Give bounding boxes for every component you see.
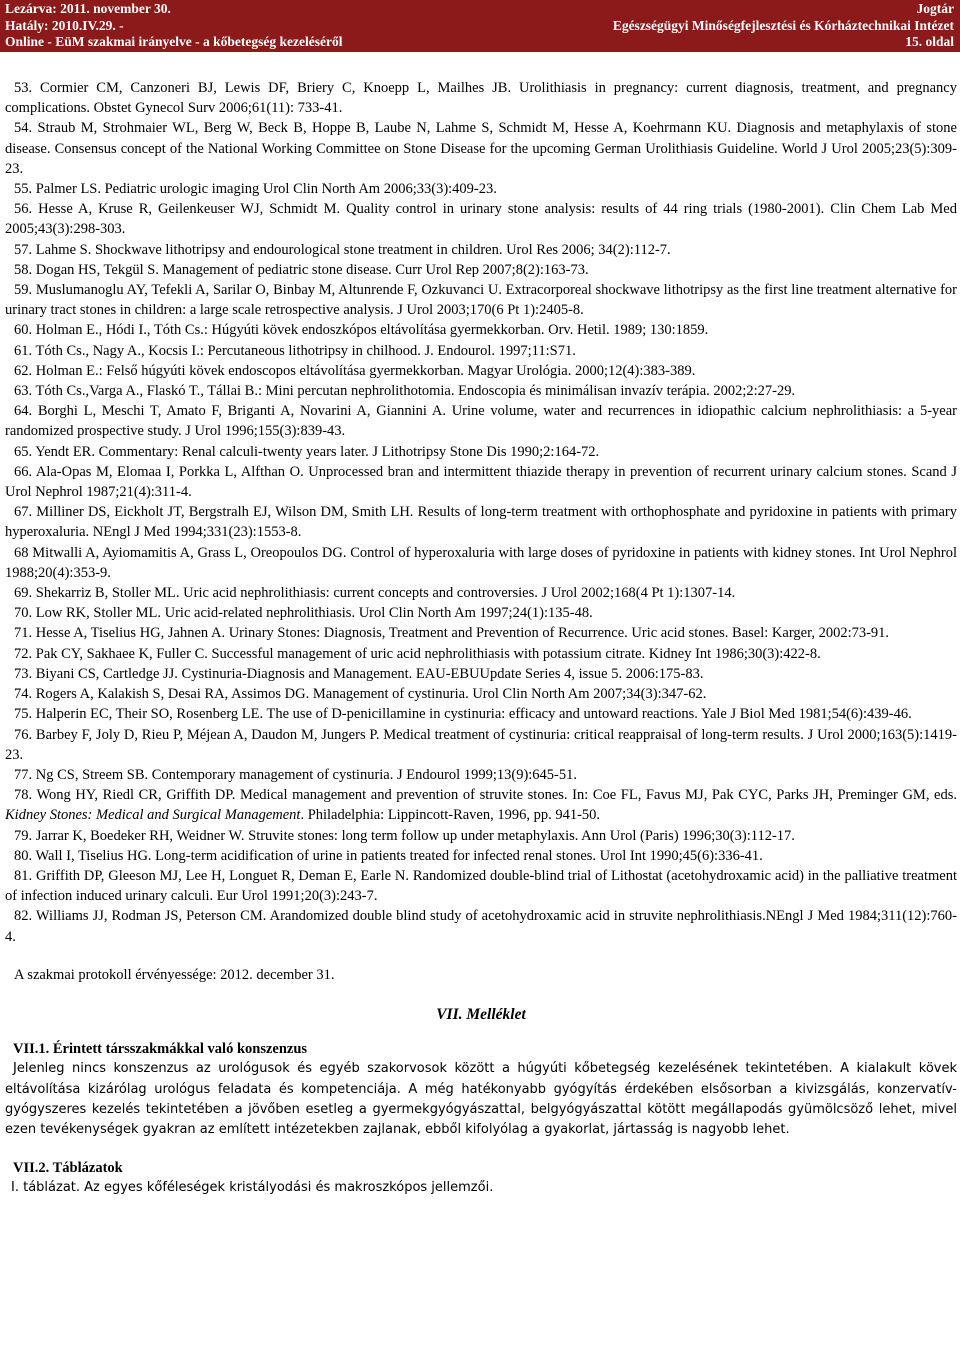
- reference-item: 57. Lahme S. Shockwave lithotripsy and endourological stone treatment in children. Urol Res 2006; 34(2):112-7.: [14, 241, 671, 258]
- reference-item: 53. Cormier CM, Canzoneri BJ, Lewis DF, Briery C, Knoepp L, Mailhes JB. Urolithiasis in pregnancy: current diagnosis, treatment, and pregnancy complications. Obstet Gynecol Surv 2006;61(11): 733-41.: [5, 80, 957, 117]
- reference-item: 71. Hesse A, Tiselius HG, Jahnen A. Urinary Stones: Diagnosis, Treatment and Prevention of Recurrence. Uric acid stones. Basel: Karger, 2002:73-91.: [14, 625, 890, 642]
- reference-item: 69. Shekarriz B, Stoller ML. Uric acid nephrolithiasis: current concepts and controversies. J Urol 2002;168(4 Pt 1):1307-14.: [14, 585, 736, 602]
- reference-item: 65. Yendt ER. Commentary: Renal calculi-twenty years later. J Lithotripsy Stone Dis 1990;2:164-72.: [14, 443, 600, 460]
- reference-item: 56. Hesse A, Kruse R, Geilenkeuser WJ, Schmidt M. Quality control in urinary stone analysis: results of 44 ring trials (1980-2001). Clin Chem Lab Med 2005;43(3):298-303.: [5, 201, 957, 238]
- reference-item: 81. Griffith DP, Gleeson MJ, Lee H, Longuet R, Deman E, Earle N. Randomized double-blind trial of Lithostat (acetohydroxamic acid) in the palliative treatment of infection induced urinary calculi. Eur Urol 1991;20(3):243-7.: [5, 867, 957, 905]
- reference-item-78: [5, 785, 957, 825]
- reference-item: 60. Holman E., Hódi I., Tóth Cs.: Húgyúti kövek endoszkópos eltávolítása gyermekkorban. Orv. Hetil. 1989; 130:1859.: [14, 322, 709, 339]
- header-document-title: Online - EüM szakmai irányelve - a kőbetegség kezeléséről: [5, 34, 343, 49]
- reference-item: 80. Wall I, Tiselius HG. Long-term acidification of urine in patients treated for infected renal stones. Urol Int 1990;45(6):336-41.: [14, 847, 763, 864]
- header-publisher: Jogtár: [916, 1, 954, 16]
- reference-item: 70. Low RK, Stoller ML. Uric acid-related nephrolithiasis. Urol Clin North Am 1997;24(1):135-48.: [14, 605, 593, 622]
- ref78-book-title: Kidney Stones: Medical and Surgical Management: [5, 807, 301, 824]
- reference-item: 75. Halperin EC, Their SO, Rosenberg LE. The use of D-penicillamine in cystinuria: efficacy and untoward reactions. Yale J Biol Med 1981;54(6):439-46.: [14, 706, 912, 723]
- header-right: [613, 1, 954, 51]
- reference-list: [5, 78, 957, 947]
- reference-item: 54. Straub M, Strohmaier WL, Berg W, Beck B, Hoppe B, Laube N, Lahme S, Schmidt M, Hesse A, Koehrmann KU. Diagnosis and metaphylaxis of stone disease. Consensus concept of the National Working Committee on Stone Disease for the upcoming German Urolithiasis Guideline. World J Urol 2005;23(5):309-23.: [5, 120, 957, 177]
- section-consensus-title: VII.1. Érintett társszakmákkal való konszenzus: [13, 1041, 308, 1058]
- header-closed-date: Lezárva: 2011. november 30.: [5, 1, 171, 16]
- reference-item: 77. Ng CS, Streem SB. Contemporary management of cystinuria. J Endourol 1999;13(9):645-51.: [14, 766, 578, 783]
- section-tables-title: VII.2. Táblázatok: [13, 1160, 123, 1177]
- protocol-validity: A szakmai protokoll érvényessége: 2012. december 31.: [14, 966, 335, 983]
- reference-item: 58. Dogan HS, Tekgül S. Management of pediatric stone disease. Curr Urol Rep 2007;8(2):163-73.: [14, 261, 589, 278]
- page-header: [0, 0, 960, 52]
- table-caption: I. táblázat. Az egyes kőféleségek kristályodási és makroszkópos jellemzői.: [11, 1180, 494, 1196]
- reference-item: 82. Williams JJ, Rodman JS, Peterson CM. Arandomized double blind study of acetohydroxamic acid in struvite nephrolithiasis.NEngl J Med 1984;311(12):760-4.: [5, 908, 957, 945]
- reference-item: 64. Borghi L, Meschi T, Amato F, Briganti A, Novarini A, Giannini A. Urine volume, water and recurrences in idiopathic calcium nephrolithiasis: a 5-year randomized prospective study. J Urol 1996;155(3):839-43.: [5, 403, 957, 440]
- section-consensus-text: Jelenleg nincs konszenzus az urológusok és egyéb szakorvosok között a húgyúti kőbetegség kezelésének tekintetében. A kialakult kövek eltávolítása kizárólag urológus feladata és kompetenciája. A még hatékonyabb gyógyítás érdekében elsősorban a kivizsgálás, konzervatív-gyógyszeres kezelés tekintetében a jövőben esetleg a gyermekgyógyászattal, belgyógyászattal kötött megállapodás gyümölcsöző lehet, mivel ezen tevékenységek gyakran az említett intézetekben zajlanak, ebből kifolyólag a gyakorlat, jártasság is nagyobb lehet.: [5, 1061, 957, 1137]
- reference-item: 79. Jarrar K, Boedeker RH, Weidner W. Struvite stones: long term follow up under metaphylaxis. Ann Urol (Paris) 1996;30(3):112-17.: [14, 827, 795, 844]
- reference-item: 72. Pak CY, Sakhaee K, Fuller C. Successful management of uric acid nephrolithiasis with potassium citrate. Kidney Int 1986;30(3):422-8.: [14, 645, 821, 662]
- reference-item: 59. Muslumanoglu AY, Tefekli A, Sarilar O, Binbay M, Altunrende F, Ozkuvanci U. Extracorporeal shockwave lithotripsy as the first line treatment alternative for urinary tract stones in children: a large scale retrospective analysis. J Urol 2003;170(6 Pt 1):2405-8.: [5, 282, 957, 319]
- reference-item: 55. Palmer LS. Pediatric urologic imaging Urol Clin North Am 2006;33(3):409-23.: [14, 181, 497, 198]
- header-institute: Egészségügyi Minőségfejlesztési és Kórháztechnikai Intézet: [612, 17, 954, 33]
- reference-item: 74. Rogers A, Kalakish S, Desai RA, Assimos DG. Management of cystinuria. Urol Clin North Am 2007;34(3):347-62.: [14, 686, 707, 703]
- reference-item: 63. Tóth Cs.,Varga A., Flaskó T., Tállai B.: Mini percutan nephrolithotomia. Endoscopia és minimálisan invazív terápia. 2002;2:27-29.: [14, 383, 796, 400]
- reference-item: 68 Mitwalli A, Ayiomamitis A, Grass L, Oreopoulos DG. Control of hyperoxaluria with large doses of pyridoxine in patients with kidney stones. Int Urol Nephrol 1988;20(4):353-9.: [5, 544, 957, 581]
- reference-item: 62. Holman E.: Felső húgyúti kövek endoscopos eltávolítása gyermekkorban. Magyar Urológia. 2000;12(4):383-389.: [14, 362, 696, 379]
- reference-item: 76. Barbey F, Joly D, Rieu P, Méjean A, Daudon M, Jungers P. Medical treatment of cystinuria: critical reappraisal of long-term results. J Urol 2000;163(5):1419-23.: [5, 726, 957, 763]
- header-left: [5, 1, 342, 51]
- page-content: [5, 78, 957, 1198]
- reference-item: 67. Milliner DS, Eickholt JT, Bergstralh EJ, Wilson DM, Smith LH. Results of long-term treatment with orthophosphate and pyridoxine in patients with primary hyperoxaluria. NEngl J Med 1994;331(23):1553-8.: [5, 504, 957, 541]
- appendix-title: VII. Melléklet: [436, 1005, 526, 1023]
- ref78-text: 78. Wong HY, Riedl CR, Griffith DP. Medical management and prevention of struvite stones. In: Coe FL, Favus MJ, Pak CYC, Parks JH, Preminger GM, eds.: [14, 787, 957, 804]
- reference-item: 66. Ala-Opas M, Elomaa I, Porkka L, Alfthan O. Unprocessed bran and intermittent thiazide therapy in prevention of recurrent urinary calcium stones. Scand J Urol Nephrol 1987;21(4):311-4.: [5, 463, 957, 501]
- header-page-number: 15. oldal: [905, 34, 954, 49]
- reference-item: 61. Tóth Cs., Nagy A., Kocsis I.: Percutaneous lithotripsy in chilhood. J. Endourol. 1997;11:S71.: [14, 342, 576, 359]
- header-effective-date: Hatály: 2010.IV.29. -: [5, 17, 124, 33]
- ref78-publisher: . Philadelphia: Lippincott-Raven, 1996, pp. 941-50.: [300, 807, 601, 824]
- reference-item: 73. Biyani CS, Cartledge JJ. Cystinuria-Diagnosis and Management. EAU-EBUUpdate Series 4, issue 5. 2006:175-83.: [14, 665, 704, 682]
